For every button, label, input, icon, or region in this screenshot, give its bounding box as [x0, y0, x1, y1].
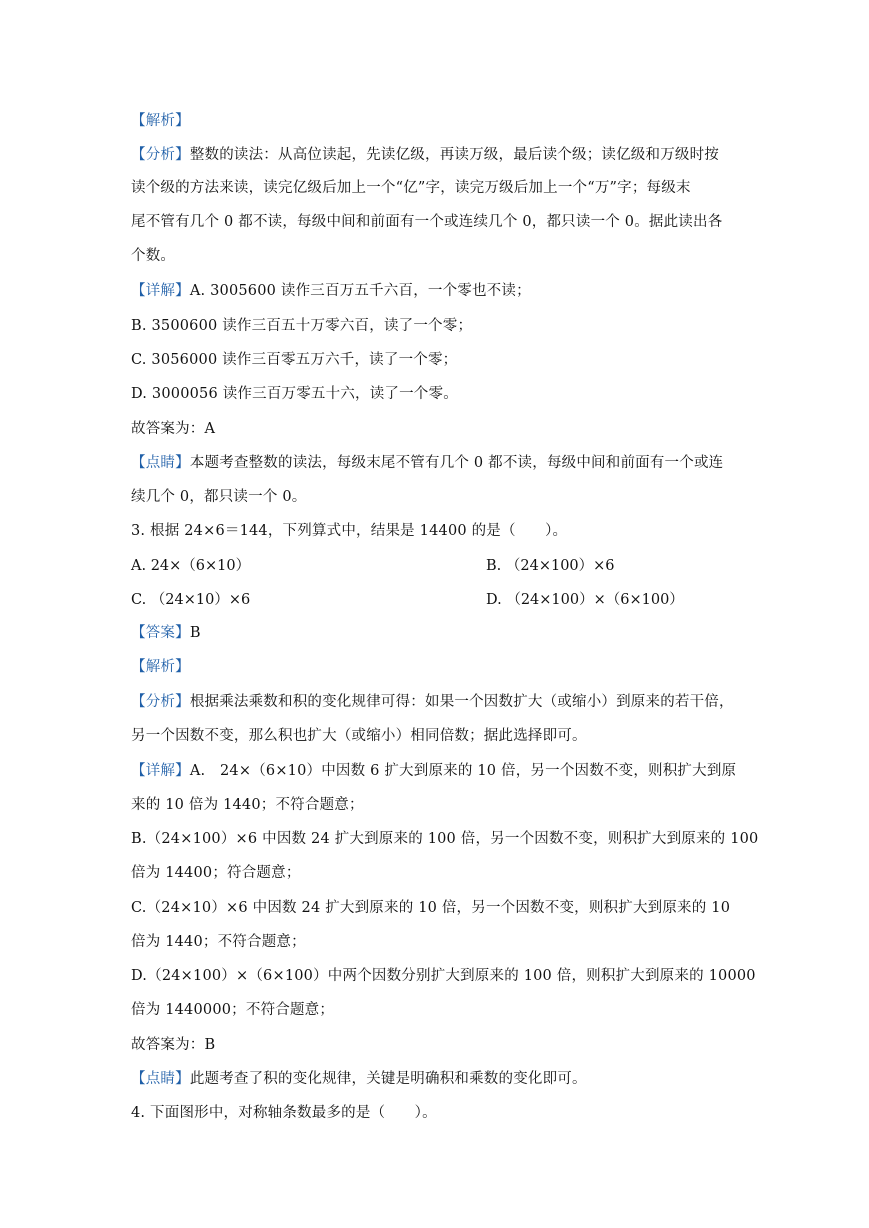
option-d: D. （24×100）×（6×100） [486, 592, 684, 608]
q3-analysis-line-2: 另一个因数不变，那么积也扩大（或缩小）相同倍数；据此选择即可。 [131, 728, 587, 744]
section-tag: 【点睛】 [131, 1071, 190, 1087]
section-text: 整数的读法：从高位读起，先读亿级，再读万级，最后读个级；读亿级和万级时按 [189, 147, 720, 163]
jiexi-heading-2: 【解析】 [131, 659, 190, 675]
answer-tag: 【答案】 [131, 625, 190, 641]
q3-detail-line-6: 倍为 1440；不符合题意； [131, 934, 306, 950]
q3-analysis-line-1 [131, 692, 771, 712]
conclusion-1: 故答案为：A [131, 421, 216, 437]
detail-line-c: C. 3056000 读作三百零五万六千，读了一个零； [131, 352, 458, 368]
answer-value: B [189, 625, 201, 641]
option-c: C. （24×10）×6 [131, 592, 251, 608]
analysis-line-2: 读个级的方法来读，读完亿级后加上一个“亿”字，读完万级后加上一个“万”字；每级末 [131, 180, 691, 196]
q3-detail-line-2: 来的 10 倍为 1440；不符合题意； [131, 797, 364, 813]
detail-line-a [131, 281, 771, 301]
question-3-stem: 3. 根据 24×6＝144，下列算式中，结果是 14400 的是（ ）。 [131, 523, 568, 539]
answer-line [131, 623, 771, 643]
q3-detail-line-5: C.（24×10）×6 中因数 24 扩大到原来的 10 倍，另一个因数不变，则积扩大到原来的 10 [131, 900, 731, 916]
q3-comment-line [131, 1069, 771, 1089]
section-text: A. 3005600 读作三百万五千六百，一个零也不读； [189, 283, 531, 299]
q3-detail-line-3: B.（24×100）×6 中因数 24 扩大到原来的 100 倍，另一个因数不变，则积扩大到原来的 100 [131, 831, 759, 847]
conclusion-2: 故答案为：B [131, 1037, 216, 1053]
analysis-line-4: 个数。 [131, 248, 176, 264]
section-tag: 【详解】 [131, 283, 190, 299]
q3-detail-line-7: D.（24×100）×（6×100）中两个因数分别扩大到原来的 100 倍，则积扩大到原来的 10000 [131, 968, 756, 984]
detail-line-b: B. 3500600 读作三百五十万零六百，读了一个零； [131, 318, 473, 334]
section-text: 根据乘法乘数和积的变化规律可得：如果一个因数扩大（或缩小）到原来的若干倍， [189, 694, 734, 710]
q3-detail-line-4: 倍为 14400；符合题意； [131, 865, 301, 881]
q3-detail-line-8: 倍为 1440000；不符合题意； [131, 1002, 335, 1018]
section-text: 本题考查整数的读法，每级末尾不管有几个 0 都不读，每级中间和前面有一个或连 [189, 455, 724, 471]
comment-line-2: 续几个 0，都只读一个 0。 [131, 489, 307, 505]
option-a: A. 24×（6×10） [131, 558, 251, 574]
section-tag: 【分析】 [131, 694, 190, 710]
jiexi-heading-1: 【解析】 [131, 113, 190, 129]
analysis-line-3: 尾不管有几个 0 都不读，每级中间和前面有一个或连续几个 0，都只读一个 0。据此读出各 [131, 214, 723, 230]
question-4-stem: 4. 下面图形中，对称轴条数最多的是（ ）。 [131, 1105, 437, 1121]
section-text: 此题考查了积的变化规律，关键是明确积和乘数的变化即可。 [189, 1071, 587, 1087]
section-text: A. 24×（6×10）中因数 6 扩大到原来的 10 倍，另一个因数不变，则积扩大到原 [189, 763, 737, 779]
section-tag: 【分析】 [131, 147, 190, 163]
section-tag: 【详解】 [131, 763, 190, 779]
option-b: B. （24×100）×6 [486, 558, 615, 574]
comment-line-1 [131, 453, 771, 473]
section-tag: 【点睛】 [131, 455, 190, 471]
analysis-line-1 [131, 145, 771, 165]
q3-detail-line-1 [131, 761, 771, 781]
detail-line-d: D. 3000056 读作三百万零五十六，读了一个零。 [131, 386, 458, 402]
